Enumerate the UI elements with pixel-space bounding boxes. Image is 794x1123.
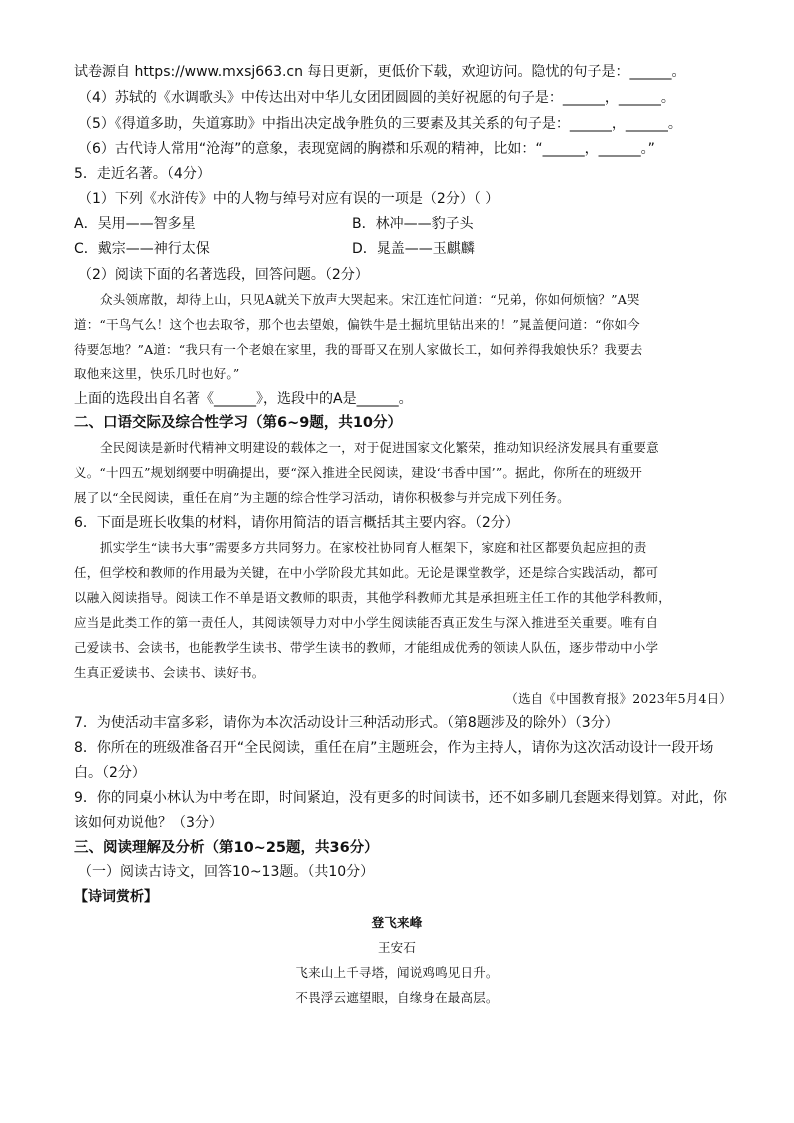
material-line: 应当是此类工作的第一责任人，其阅读领导力对中小学生阅读能否真正发生与深入推进至关重要。唯有自 bbox=[74, 615, 659, 630]
section3-heading: 三、阅读理解及分析（第10~25题，共36分） bbox=[74, 840, 379, 856]
header-source-line: 试卷源自 https://www.mxsj663.cn 每日更新，更低价下载，欢迎访问。隐忧的句子是：______。 bbox=[74, 64, 686, 80]
section2-intro-line: 义。“十四五”规划纲要中明确提出，要“深入推进全民阅读，建设‘书香中国’”。据此，你所在的班级开 bbox=[74, 465, 643, 480]
section2-heading: 二、口语交际及综合性学习（第6~9题，共10分） bbox=[74, 415, 403, 431]
excerpt-line: 道：“干鸟气么！这个也去取爷，那个也去望娘，偏铁牛是土掘坑里钻出来的！”晁盖便问道：“你如今 bbox=[74, 317, 640, 332]
excerpt-line: 取他来这里，快乐几时也好。” bbox=[74, 366, 240, 381]
material-source: （选自《中国教育报》2023年5月4日） bbox=[505, 691, 732, 706]
q8-prompt-line2: 白。（2分） bbox=[74, 765, 146, 781]
material-line: 以融入阅读指导。阅读工作不单是语文教师的职责，其他学科教师尤其是承担班主任工作的其他学科教师， bbox=[74, 590, 671, 605]
q4-item6: （6）古代诗人常用“沧海”的意象，表现宽阔的胸襟和乐观的精神，比如：“______，______。” bbox=[78, 141, 655, 157]
section2-intro-line: 展了以“全民阅读，重任在肩”为主题的综合性学习活动，请你积极参与并完成下列任务。 bbox=[74, 490, 570, 505]
material-line: 生真正爱读书、会读书、读好书。 bbox=[74, 665, 265, 680]
q5-question: 上面的选段出自名著《______》，选段中的A是______。 bbox=[74, 391, 413, 407]
poem-title: 登飞来峰 bbox=[371, 915, 423, 930]
excerpt-line: 众头领席散，却待上山，只见A就关下放声大哭起来。宋江连忙问道：“兄弟，你如何烦恼？”A哭 bbox=[100, 292, 640, 307]
poem-author: 王安石 bbox=[377, 940, 417, 955]
q9-prompt-line1: 9．你的同桌小林认为中考在即，时间紧迫，没有更多的时间读书，还不如多刷几套题来得划算。对此，你 bbox=[74, 790, 727, 806]
material-line: 任，但学校和教师的作用最为关键，在中小学阶段尤其如此。无论是课堂教学，还是综合实践活动，都可 bbox=[74, 565, 659, 580]
excerpt-line: 待要怎地？”A道：“我只有一个老娘在家里，我的哥哥又在别人家做长工，如何养得我娘快乐？我要去 bbox=[74, 342, 643, 357]
q5-option-a: A．吴用——智多星 bbox=[74, 216, 196, 232]
q5-title: 5．走近名著。（4分） bbox=[74, 166, 211, 182]
section2-intro-line: 全民阅读是新时代精神文明建设的载体之一，对于促进国家文化繁荣，推动知识经济发展具有重要意 bbox=[100, 440, 659, 455]
poem-section-label: 【诗词赏析】 bbox=[74, 889, 158, 905]
q5-option-b: B．林冲——豹子头 bbox=[352, 216, 474, 232]
q4-item5: （5）《得道多助，失道寡助》中指出决定战争胜负的三要素及其关系的句子是：______，______。 bbox=[78, 116, 682, 132]
q5-option-c: C．戴宗——神行太保 bbox=[74, 241, 210, 257]
q9-prompt-line2: 该如何劝说他？（3分） bbox=[74, 815, 223, 831]
material-line: 己爱读书、会读书，也能教学生读书、带学生读书的教师，才能组成优秀的领读人队伍，逐步带动中小学 bbox=[74, 640, 659, 655]
material-line: 抓实学生“读书大事”需要多方共同努力。在家校社协同育人框架下，家庭和社区都要负起应担的责 bbox=[100, 540, 647, 555]
q5-sub1: （1）下列《水浒传》中的人物与绰号对应有误的一项是（2分）（ ） bbox=[78, 191, 500, 207]
q5-sub2: （2）阅读下面的名著选段，回答问题。（2分） bbox=[78, 267, 369, 283]
q7-prompt: 7．为使活动丰富多彩，请你为本次活动设计三种活动形式。（第8题涉及的除外）（3分） bbox=[74, 715, 619, 731]
q8-prompt-line1: 8．你所在的班级准备召开“全民阅读，重任在肩”主题班会，作为主持人，请你为这次活动设计一段开场 bbox=[74, 740, 714, 756]
q6-prompt: 6．下面是班长收集的材料，请你用简洁的语言概括其主要内容。（2分） bbox=[74, 515, 519, 531]
poem-line: 不畏浮云遮望眼，自缘身在最高层。 bbox=[295, 990, 499, 1005]
q5-option-d: D．晁盖——玉麒麟 bbox=[352, 241, 475, 257]
q4-item4: （4）苏轼的《水调歌头》中传达出对中华儿女团团圆圆的美好祝愿的句子是：______，______。 bbox=[78, 90, 675, 106]
poem-line: 飞来山上千寻塔，闻说鸡鸣见日升。 bbox=[295, 965, 499, 980]
section3-part1: （一）阅读古诗文，回答10~13题。（共10分） bbox=[78, 864, 375, 880]
